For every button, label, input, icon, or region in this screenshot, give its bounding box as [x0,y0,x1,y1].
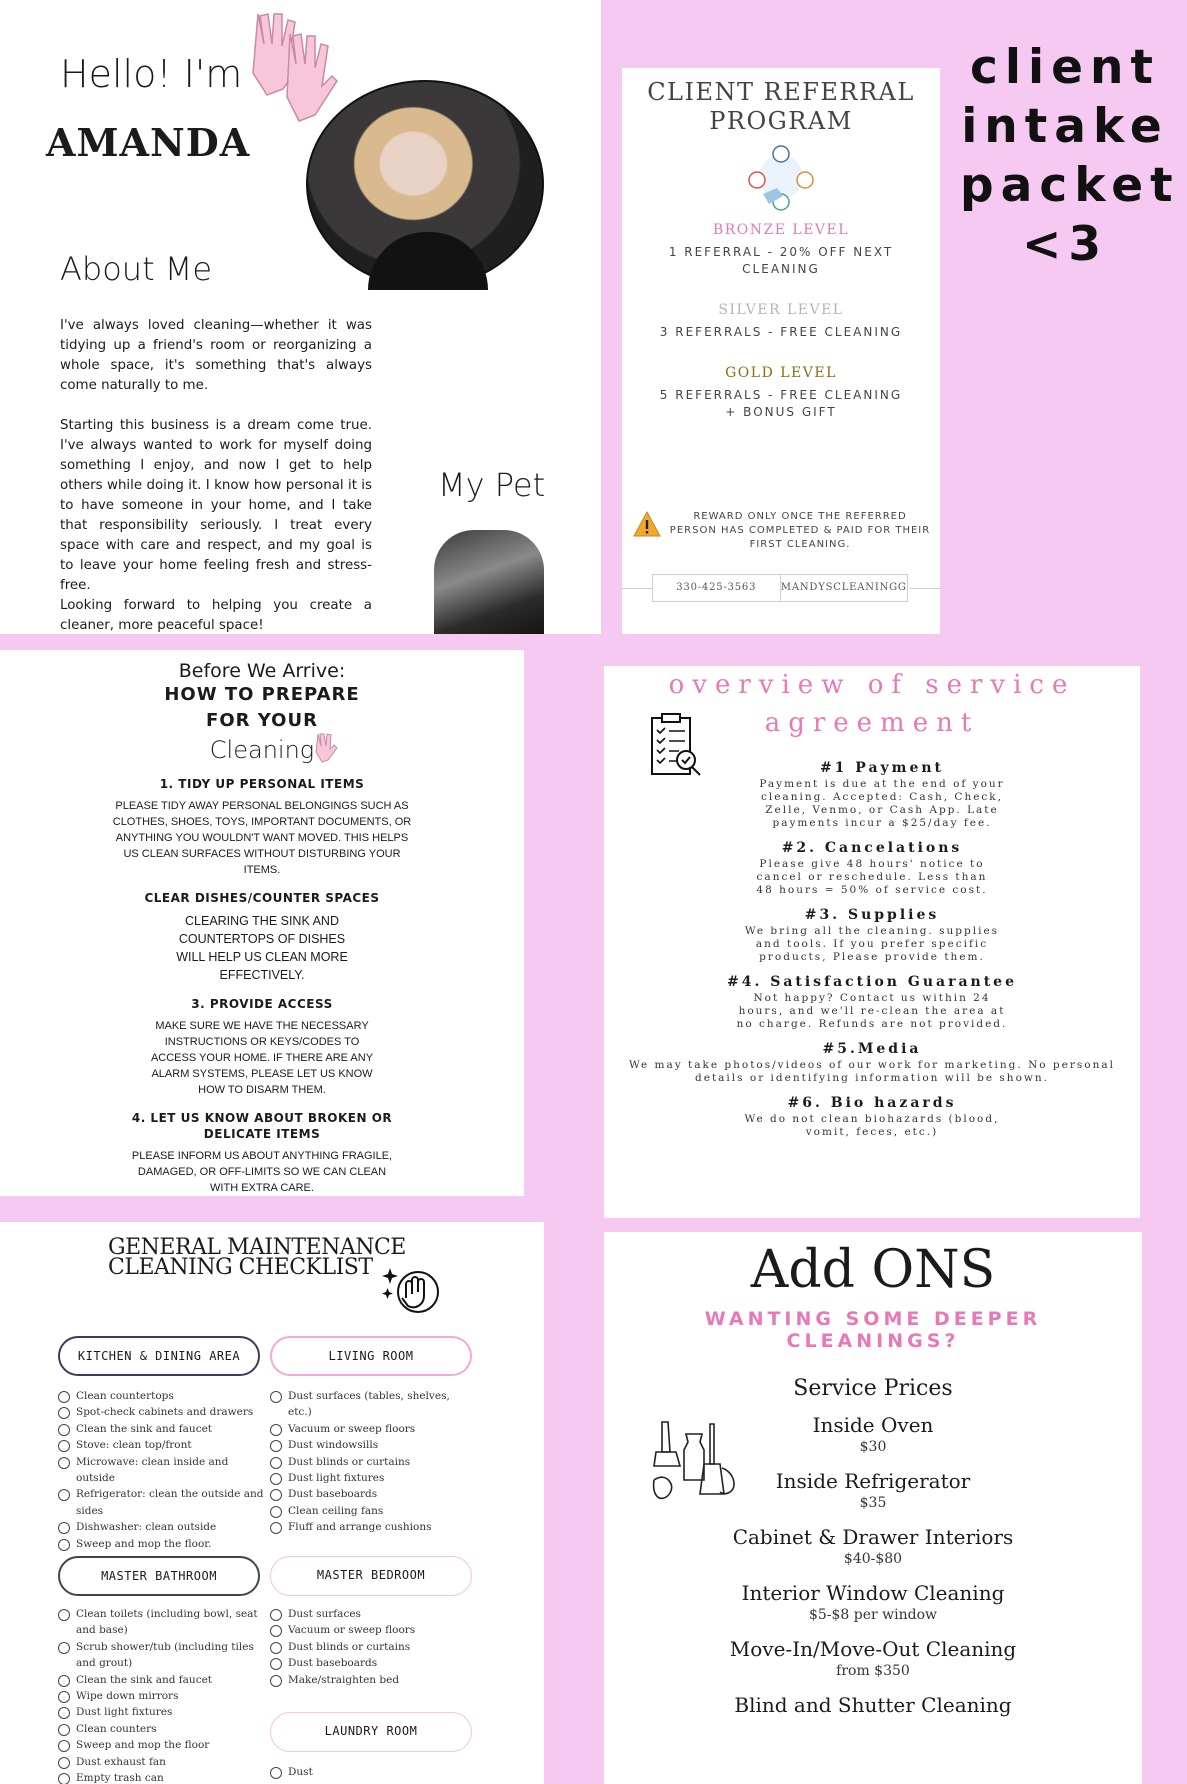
agreement-section-body: We do not clean biohazards (blood, vomit, feces, etc.) [744,1113,1000,1138]
checklist-item[interactable]: Fluff and arrange cushions [270,1519,476,1535]
checklist-item[interactable]: Empty trash can [58,1770,258,1784]
addon-name: Move-In/Move-Out Cleaning [729,1637,1017,1661]
silver-level-label: SILVER LEVEL [718,302,844,318]
name-heading: AMANDA [46,120,251,165]
cover-line: packet [960,158,1180,213]
cover-line: <3 [1021,217,1109,272]
addons-title: Add ONS [750,1240,996,1300]
people-network-icon [741,142,821,212]
service-prices-title: Service Prices [793,1376,953,1401]
agreement-section-heading: #4. Satisfaction Guarantee [727,974,1017,990]
prepare-step-body: PLEASE TIDY AWAY PERSONAL BELONGINGS SUCH AS CLOTHES, SHOES, TOYS, IMPORTANT DOCUMENTS, OR ANYTHING YOU WOULDN'T WANT MOVED. THIS HELPS US CLEAN SURFACES WITHOUT DISTURBING YOUR ITEMS. [112,800,412,876]
contact-bar [652,574,908,602]
gold-level-label: GOLD LEVEL [725,365,837,381]
checklist-item[interactable]: Sweep and mop the floor. [58,1536,264,1552]
checklist-title-line: CLEANING CHECKLIST [108,1255,373,1280]
checklist-item[interactable]: Refrigerator: clean the outside and sides [58,1486,264,1519]
pet-photo [434,530,544,634]
agreement-section-body: Please give 48 hours' notice to cancel or reschedule. Less than 48 hours = 50% of service cost. [756,858,988,896]
cover-line: intake [961,99,1169,154]
clipboard-check-icon [648,712,704,780]
checklist-item[interactable]: Dust light fixtures [58,1704,258,1720]
living-room-pill: LIVING ROOM [270,1336,472,1376]
checklist-item[interactable]: Clean the sink and faucet [58,1421,264,1437]
addon-price: $5-$8 per window [808,1607,938,1623]
about-title: About Me [60,250,213,288]
checklist-item[interactable]: Vacuum or sweep floors [270,1421,476,1437]
addon-price: $35 [859,1495,887,1511]
agreement-section-heading: #2. Cancelations [781,840,963,856]
prepare-step-heading: 3. PROVIDE ACCESS [191,997,333,1011]
agreement-section-body: We may take photos/videos of our work for marketing. No personal details or identifying information will be shown. [629,1059,1115,1084]
checklist-item[interactable]: Clean countertops [58,1388,264,1404]
cleaning-hand-icon [382,1262,442,1318]
addons-subtitle: WANTING SOME DEEPER [704,1308,1042,1330]
agreement-section-heading: #5.Media [822,1041,922,1057]
bedroom-checklist [270,1606,476,1688]
checklist-item[interactable]: Dust light fixtures [270,1470,476,1486]
prepare-step-body: PLEASE INFORM US ABOUT ANYTHING FRAGILE, DAMAGED, OR OFF-LIMITS SO WE CAN CLEAN WITH EXTRA CARE. [131,1150,393,1194]
reward-warning [632,510,932,552]
social-handle: MANDYSCLEANINGG [780,575,908,601]
gloves-icon [238,4,342,124]
living-checklist [270,1388,476,1536]
about-panel [0,0,601,634]
prepare-step-heading: CLEAR DISHES/COUNTER SPACES [144,891,380,905]
checklist-item[interactable]: Dishwasher: clean outside [58,1519,264,1535]
checklist-panel [0,1222,544,1784]
checklist-item[interactable]: Dust surfaces (tables, shelves, etc.) [270,1388,476,1421]
checklist-title-line: GENERAL MAINTENANCE [108,1235,406,1260]
checklist-item[interactable]: Dust windowsills [270,1437,476,1453]
checklist-item[interactable]: Wipe down mirrors [58,1688,258,1704]
prepare-pretitle: Before We Arrive: [178,660,346,682]
agreement-title: agreement [764,708,980,738]
silver-level-desc: 3 REFERRALS - FREE CLEANING [659,325,903,339]
checklist-item[interactable]: Dust exhaust fan [58,1754,258,1770]
agreement-section-heading: #6. Bio hazards [787,1095,957,1111]
prepare-title: FOR YOUR [206,710,318,731]
about-paragraph: Starting this business is a dream come true. I've always wanted to work for myself doing something I enjoy, and now I get to help others while doing it. I know how personal it is to have someone in your home, and I take that responsibility seriously. I treat every space with care and respect, and my goal is to leave your home feeling fresh and stress-free. [60,418,372,593]
agreement-section-body: Payment is due at the end of your cleaning. Accepted: Cash, Check, Zelle, Venmo, or Cash App. Late payments incur a $25/day fee. [759,778,1005,829]
checklist-item[interactable]: Dust blinds or curtains [270,1639,476,1655]
prepare-step-heading: 1. TIDY UP PERSONAL ITEMS [159,777,365,791]
referral-panel [622,68,940,634]
addon-price: $30 [859,1439,887,1455]
master-bathroom-pill: MASTER BATHROOM [58,1556,260,1596]
checklist-item[interactable]: Dust baseboards [270,1655,476,1671]
hello-heading: Hello! I'm [60,52,243,96]
cleaning-tools-icon [652,1418,738,1502]
agreement-panel [604,666,1140,1218]
about-paragraph: I've always loved cleaning—whether it was tidying up a friend's room or reorganizing a whole space, it's something that's always come naturally to me. [60,318,372,393]
checklist-item[interactable]: Clean ceiling fans [270,1503,476,1519]
checklist-title [108,1235,406,1280]
cover-line: client [970,40,1160,95]
addon-name: Cabinet & Drawer Interiors [732,1525,1014,1549]
warning-text: REWARD ONLY ONCE THE REFERRED PERSON HAS COMPLETED & PAID FOR THEIR FIRST CLEANING. [669,511,931,550]
laundry-room-pill: LAUNDRY ROOM [270,1712,472,1752]
addon-name: Inside Refrigerator [775,1469,971,1493]
gloves-icon [314,730,344,764]
checklist-item[interactable]: Dust surfaces [270,1606,476,1622]
phone-number: 330-425-3563 [676,582,757,593]
checklist-item[interactable]: Vacuum or sweep floors [270,1622,476,1638]
checklist-item[interactable]: Sweep and mop the floor [58,1737,258,1753]
bronze-level-label: BRONZE LEVEL [712,222,850,238]
checklist-item[interactable]: Dust blinds or curtains [270,1454,476,1470]
gold-level-desc: 5 REFERRALS - FREE CLEANING + BONUS GIFT [659,388,903,419]
checklist-item[interactable]: Dust [270,1764,476,1780]
laundry-checklist [270,1764,476,1780]
checklist-item[interactable]: Dust baseboards [270,1486,476,1502]
agreement-section-heading: #1 Payment [819,760,945,776]
checklist-item[interactable]: Clean counters [58,1721,258,1737]
agreement-title: overview of service [668,670,1076,700]
checklist-item[interactable]: Stove: clean top/front [58,1437,264,1453]
checklist-item[interactable]: Clean the sink and faucet [58,1672,258,1688]
agreement-section-body: Not happy? Contact us within 24 hours, and we'll re-clean the area at no charge. Refunds are not provided. [736,992,1008,1030]
prepare-step-body: MAKE SURE WE HAVE THE NECESSARY INSTRUCTIONS OR KEYS/CODES TO ACCESS YOUR HOME. IF THERE ARE ANY ALARM SYSTEMS, PLEASE LET US KNOW HOW TO DISARM THEM. [150,1020,374,1096]
addon-name: Interior Window Cleaning [741,1581,1005,1605]
master-bedroom-pill: MASTER BEDROOM [270,1556,472,1596]
pet-title: My Pet [438,466,546,504]
checklist-item[interactable]: Make/straighten bed [270,1672,476,1688]
addon-price: $40-$80 [843,1551,903,1567]
agreement-section-body: We bring all the cleaning. supplies and tools. If you prefer specific products, Please provide them. [744,925,1000,963]
prepare-panel [0,650,524,1196]
kitchen-dining-pill: KITCHEN & DINING AREA [58,1336,260,1376]
checklist-item[interactable]: Spot-check cabinets and drawers [58,1404,264,1420]
bathroom-checklist [58,1606,258,1784]
warning-icon [632,510,662,538]
kitchen-checklist [58,1388,264,1552]
addons-panel [604,1232,1142,1784]
portrait-photo [306,80,544,288]
prepare-step-heading: 4. LET US KNOW ABOUT BROKEN OR DELICATE ITEMS [131,1111,393,1141]
about-paragraph: Looking forward to helping you create a cleaner, more peaceful space! [60,598,372,633]
addon-price: from $350 [836,1663,910,1679]
cover-title [960,38,1180,274]
checklist-item[interactable]: Clean toilets (including bowl, seat and base) [58,1606,258,1639]
addons-subtitle: CLEANINGS? [786,1330,960,1352]
referral-title: CLIENT REFERRAL PROGRAM [647,78,915,135]
prepare-title-script: Cleaning [209,736,315,764]
bronze-level-desc: 1 REFERRAL - 20% OFF NEXT CLEANING [668,245,894,276]
checklist-item[interactable]: Microwave: clean inside and outside [58,1454,264,1487]
addon-name: Blind and Shutter Cleaning [734,1693,1012,1717]
checklist-item[interactable]: Scrub shower/tub (including tiles and grout) [58,1639,258,1672]
addon-name: Inside Oven [812,1413,934,1437]
agreement-section-heading: #3. Supplies [804,907,940,923]
prepare-title: HOW TO PREPARE [164,684,360,705]
prepare-step-body: CLEARING THE SINK AND COUNTERTOPS OF DISHES WILL HELP US CLEAN MORE EFFECTIVELY. [176,914,348,982]
